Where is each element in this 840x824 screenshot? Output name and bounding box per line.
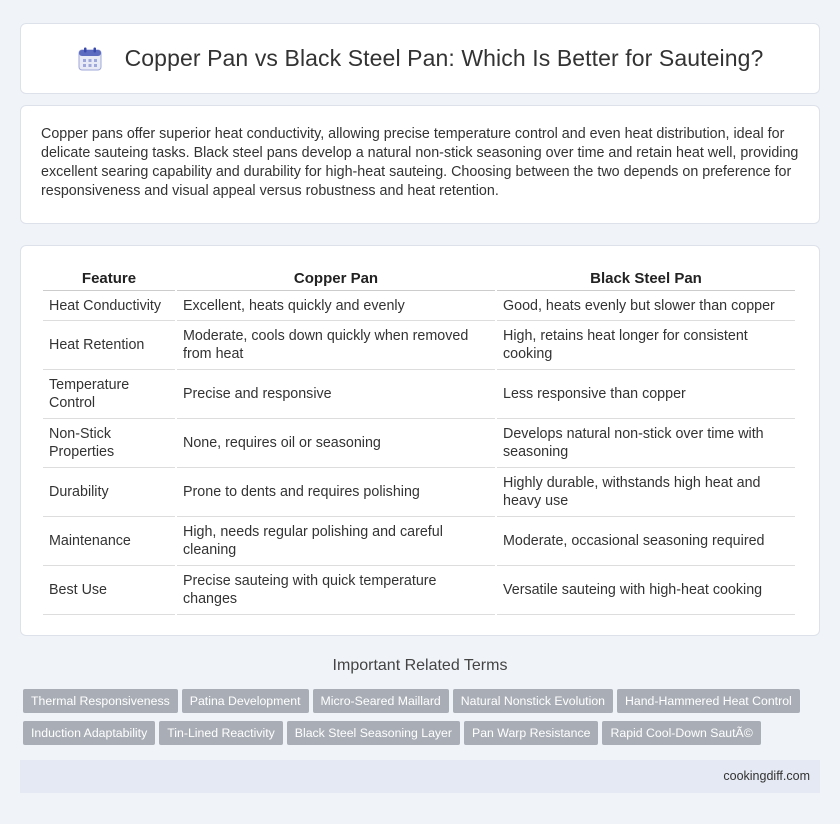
page-title: Copper Pan vs Black Steel Pan: Which Is Better for Sauteing? bbox=[124, 45, 764, 71]
table-row bbox=[43, 468, 795, 517]
steel-cell: Less responsive than copper bbox=[497, 370, 795, 419]
feature-cell: Temperature Control bbox=[43, 370, 175, 419]
feature-cell: Durability bbox=[43, 468, 175, 517]
steel-cell: Moderate, occasional seasoning required bbox=[497, 517, 795, 566]
term-tag[interactable]: Tin-Lined Reactivity bbox=[159, 721, 283, 745]
steel-cell: Develops natural non-stick over time with seasoning bbox=[497, 419, 795, 468]
table-row bbox=[43, 419, 795, 468]
table-row bbox=[43, 291, 795, 321]
comparison-table-card bbox=[20, 245, 820, 636]
feature-cell: Maintenance bbox=[43, 517, 175, 566]
steel-cell: Highly durable, withstands high heat and heavy use bbox=[497, 468, 795, 517]
term-tag[interactable]: Natural Nonstick Evolution bbox=[453, 689, 613, 713]
table-row bbox=[43, 517, 795, 566]
header-black-steel-pan: Black Steel Pan bbox=[497, 266, 795, 291]
related-terms-list bbox=[23, 689, 823, 753]
header-card bbox=[20, 23, 820, 94]
calendar-icon bbox=[77, 46, 103, 72]
table-row bbox=[43, 321, 795, 370]
copper-cell: High, needs regular polishing and careful cleaning bbox=[177, 517, 495, 566]
copper-cell: Moderate, cools down quickly when removed from heat bbox=[177, 321, 495, 370]
copper-cell: Prone to dents and requires polishing bbox=[177, 468, 495, 517]
steel-cell: High, retains heat longer for consistent cooking bbox=[497, 321, 795, 370]
related-terms-title: Important Related Terms bbox=[332, 657, 508, 674]
copper-cell: Excellent, heats quickly and evenly bbox=[177, 291, 495, 321]
steel-cell: Good, heats evenly but slower than copper bbox=[497, 291, 795, 321]
header-feature: Feature bbox=[43, 266, 175, 291]
steel-cell: Versatile sauteing with high-heat cooking bbox=[497, 566, 795, 615]
footer-site-link[interactable]: cookingdiff.com bbox=[723, 769, 810, 783]
intro-text: Copper pans offer superior heat conductivity, allowing precise temperature control and even heat distribution, ideal for delicate sauteing tasks. Black steel pans develop a natural non-stick seasoning over time and retain heat well, providing excellent searing capability and durability for high-heat sauteing. Choosing between the two depends on preference for responsiveness and visual appeal versus robustness and heat retention. bbox=[41, 126, 799, 199]
copper-cell: None, requires oil or seasoning bbox=[177, 419, 495, 468]
term-tag[interactable]: Black Steel Seasoning Layer bbox=[287, 721, 460, 745]
intro-card bbox=[20, 105, 820, 224]
term-tag[interactable]: Patina Development bbox=[182, 689, 309, 713]
term-tag[interactable]: Micro-Seared Maillard bbox=[313, 689, 449, 713]
feature-cell: Heat Conductivity bbox=[43, 291, 175, 321]
table-row bbox=[43, 566, 795, 615]
term-tag[interactable]: Induction Adaptability bbox=[23, 721, 155, 745]
footer bbox=[20, 760, 820, 793]
copper-cell: Precise and responsive bbox=[177, 370, 495, 419]
table-header-row bbox=[43, 266, 795, 291]
feature-cell: Best Use bbox=[43, 566, 175, 615]
term-tag[interactable]: Thermal Responsiveness bbox=[23, 689, 178, 713]
table-row bbox=[43, 370, 795, 419]
term-tag[interactable]: Pan Warp Resistance bbox=[464, 721, 598, 745]
copper-cell: Precise sauteing with quick temperature changes bbox=[177, 566, 495, 615]
feature-cell: Non-Stick Properties bbox=[43, 419, 175, 468]
header-copper-pan: Copper Pan bbox=[177, 266, 495, 291]
feature-cell: Heat Retention bbox=[43, 321, 175, 370]
term-tag[interactable]: Rapid Cool-Down SautÃ© bbox=[602, 721, 760, 745]
comparison-table bbox=[41, 266, 797, 615]
term-tag[interactable]: Hand-Hammered Heat Control bbox=[617, 689, 800, 713]
